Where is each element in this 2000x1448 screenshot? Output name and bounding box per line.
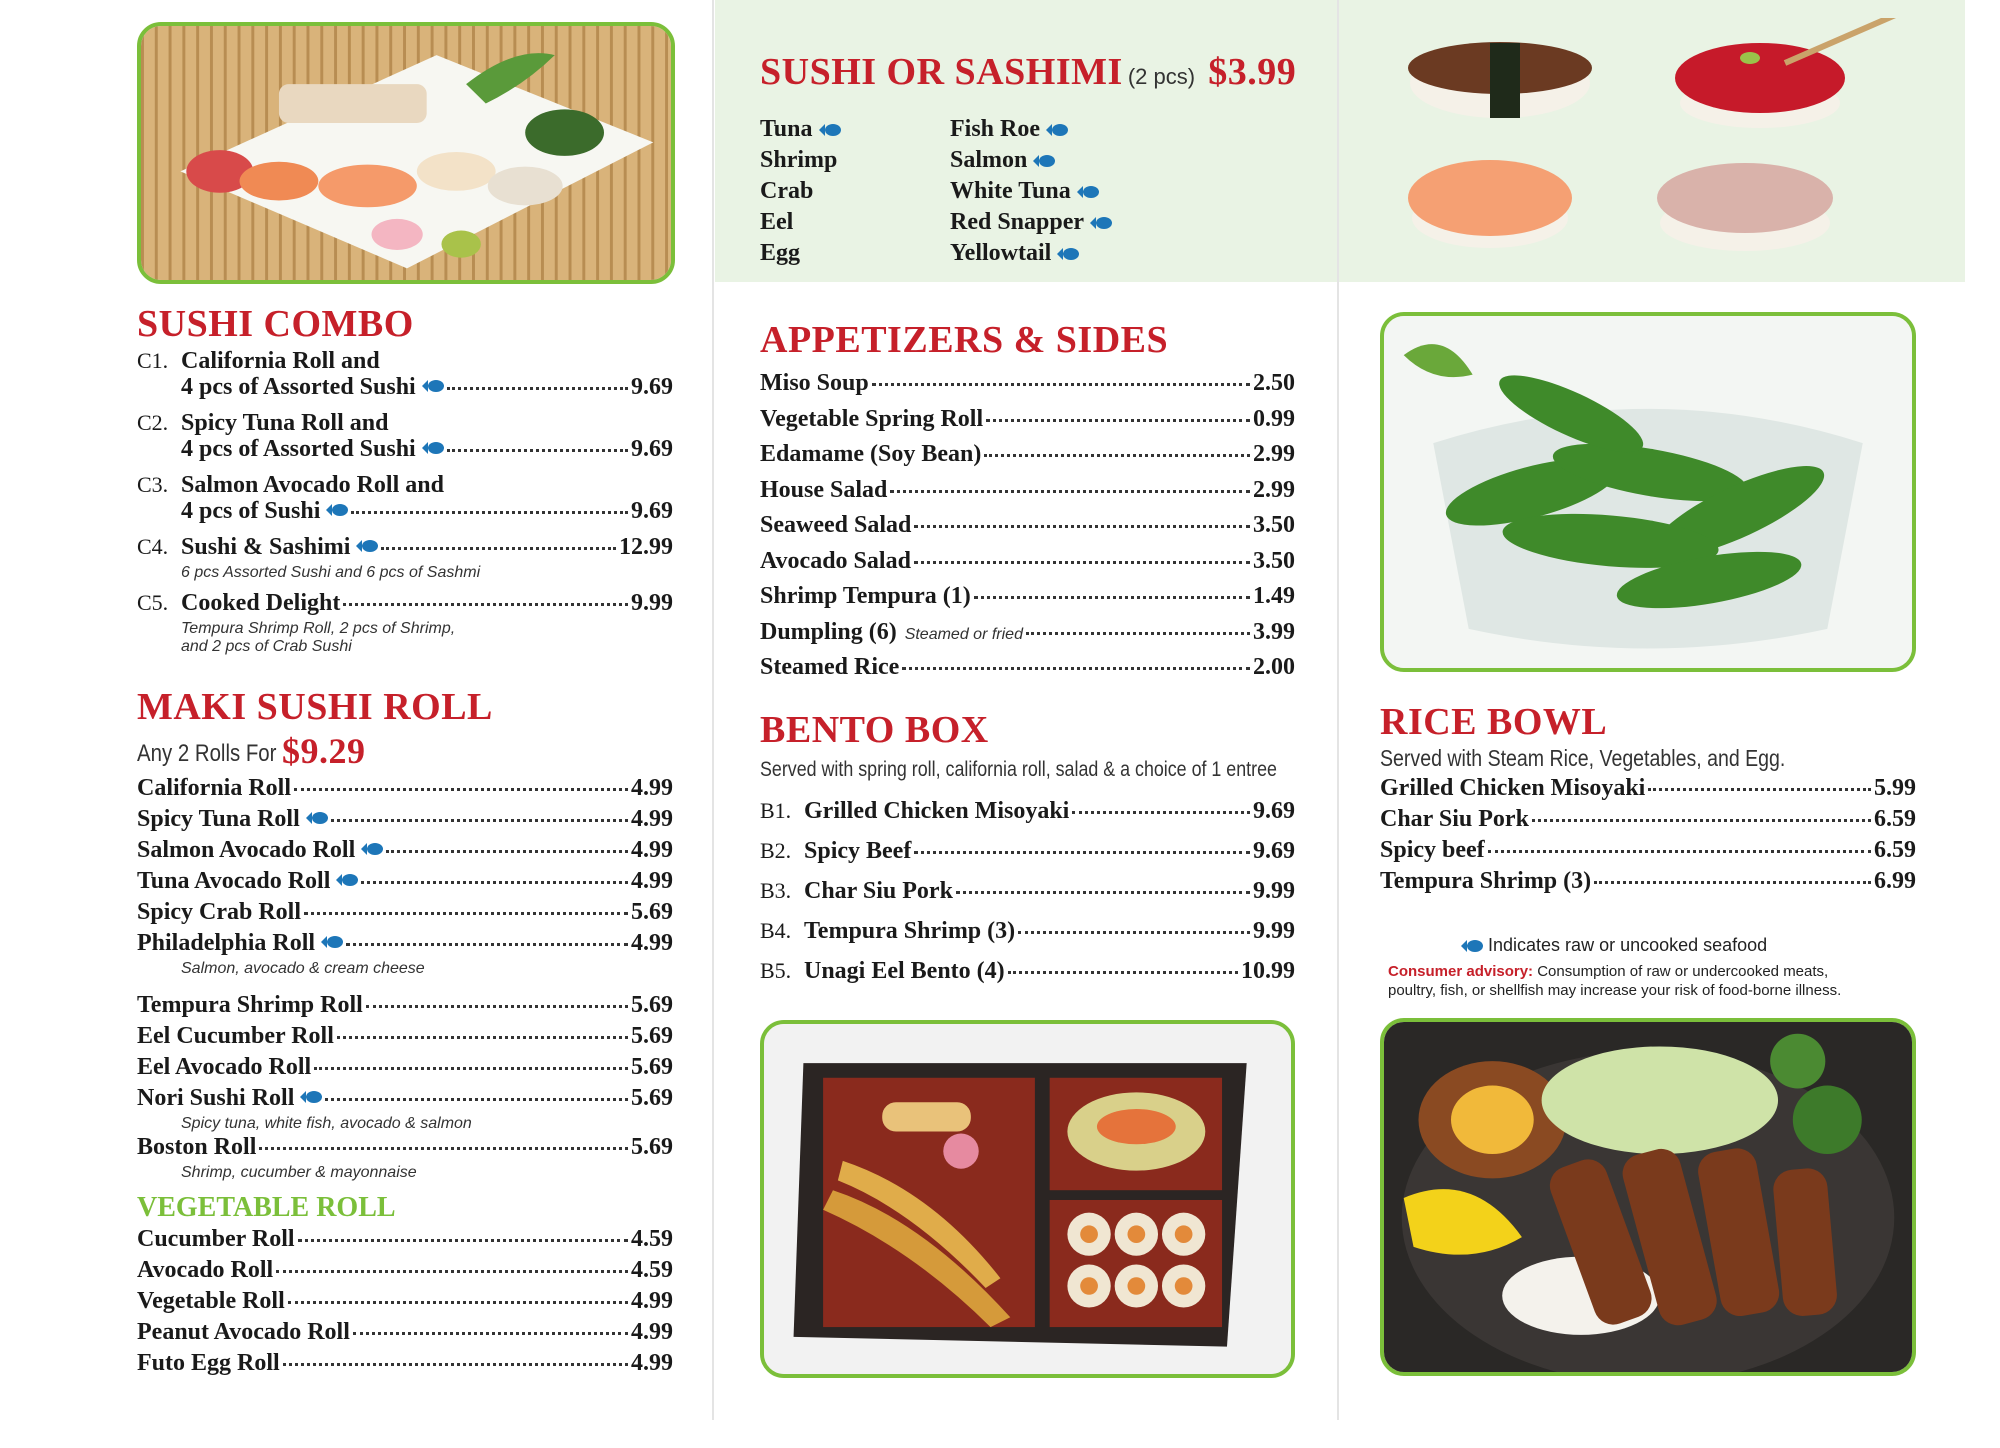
item-price: 5.69 <box>631 1134 673 1160</box>
sashimi-item <box>950 209 1112 236</box>
fish-icon <box>336 872 358 888</box>
sashimi-item <box>760 147 837 174</box>
item-name: Edamame (Soy Bean) <box>760 441 982 467</box>
item-code: C4. <box>137 534 169 559</box>
item-price: 9.99 <box>1253 918 1295 944</box>
fish-icon <box>1077 184 1099 200</box>
menu-item-row <box>760 583 1295 610</box>
item-price: 1.49 <box>1253 583 1295 609</box>
item-name: Boston Roll <box>137 1134 257 1160</box>
item-name: 4 pcs of Assorted Sushi <box>181 374 416 400</box>
menu-item-row <box>760 878 1295 905</box>
menu-item-row <box>760 619 1295 646</box>
item-name: California Roll <box>137 775 291 801</box>
item-name: Miso Soup <box>760 370 869 396</box>
menu-item-row <box>760 441 1295 468</box>
item-name: Grilled Chicken Misoyaki <box>1380 775 1646 801</box>
item-name: Unagi Eel Bento (4) <box>804 958 1005 984</box>
menu-item-row <box>137 1023 673 1050</box>
dot-leader <box>314 1067 628 1070</box>
item-price: 4.99 <box>631 775 673 801</box>
item-name: Tempura Shrimp (3) <box>1380 868 1592 894</box>
item-price: 4.59 <box>631 1257 673 1283</box>
fish-icon <box>356 538 378 554</box>
item-price: 9.99 <box>1253 878 1295 904</box>
item-price: 6.99 <box>1874 868 1916 894</box>
menu-item-row <box>137 472 444 499</box>
item-description: 6 pcs Assorted Sushi and 6 pcs of Sashmi <box>181 564 481 581</box>
fish-icon <box>422 378 444 394</box>
sushi-platter-photo <box>137 22 675 284</box>
sashimi-name: Red Snapper <box>950 209 1085 235</box>
item-description: Spicy tuna, white fish, avocado & salmon <box>181 1115 472 1132</box>
item-price: 4.99 <box>631 837 673 863</box>
item-note: Steamed or fried <box>904 625 1023 643</box>
bento-title: BENTO BOX <box>760 709 989 751</box>
item-name-line1: Spicy Tuna Roll and <box>181 410 389 436</box>
item-name: Char Siu Pork <box>1380 806 1529 832</box>
fold-line <box>1337 0 1339 1420</box>
dot-leader <box>276 1270 628 1273</box>
item-name: Spicy Beef <box>804 838 912 864</box>
menu-item-row <box>137 1350 673 1377</box>
item-name-line1: California Roll and <box>181 348 380 374</box>
advisory-line2: poultry, fish, or shellfish may increase your risk of food-borne illness. <box>1388 982 1842 999</box>
menu-item-row <box>181 498 673 525</box>
item-code: C3. <box>137 472 169 497</box>
item-name: Avocado Salad <box>760 547 911 574</box>
dot-leader <box>890 490 1250 493</box>
fish-icon <box>321 934 343 950</box>
maki-title: MAKI SUSHI ROLL <box>137 686 493 728</box>
sashimi-item <box>950 147 1055 174</box>
dot-leader <box>381 547 616 550</box>
dot-leader <box>325 1098 628 1101</box>
bento-box-photo <box>760 1020 1295 1378</box>
item-price: 4.99 <box>631 930 673 956</box>
item-name: Cucumber Roll <box>137 1226 295 1252</box>
item-price: 2.99 <box>1253 441 1295 467</box>
fish-icon <box>306 810 328 826</box>
item-price: 0.99 <box>1253 405 1295 432</box>
item-price: 4.99 <box>631 1319 673 1345</box>
menu-item-row <box>760 958 1295 985</box>
item-name: Avocado Roll <box>137 1257 274 1283</box>
dot-leader <box>902 667 1250 670</box>
dot-leader <box>346 943 628 946</box>
item-name: Spicy beef <box>1380 837 1485 863</box>
item-code: B5. <box>760 958 792 983</box>
dot-leader <box>447 449 628 452</box>
sashimi-item <box>760 178 813 205</box>
item-code: B2. <box>760 838 792 863</box>
item-price: 4.59 <box>631 1226 673 1252</box>
dot-leader <box>1532 819 1871 822</box>
item-price: 2.50 <box>1253 370 1295 396</box>
menu-item-row <box>760 406 1295 433</box>
menu-item-row <box>137 1054 673 1081</box>
item-name: Tuna Avocado Roll <box>137 868 331 894</box>
dot-leader <box>1648 788 1871 791</box>
item-code: B4. <box>760 918 792 943</box>
fish-icon <box>422 440 444 456</box>
sashimi-item <box>950 240 1079 267</box>
item-name: Spicy Tuna Roll <box>137 806 300 832</box>
menu-item-row <box>181 436 673 463</box>
menu-item-row <box>1380 868 1916 895</box>
dot-leader <box>294 788 628 791</box>
item-price: 9.69 <box>1253 838 1295 864</box>
menu-item-row <box>137 590 673 617</box>
menu-item-row <box>137 348 380 375</box>
item-name: Eel Cucumber Roll <box>137 1023 334 1049</box>
menu-item-row <box>137 775 673 802</box>
item-price: 9.69 <box>631 436 673 462</box>
sashimi-name: Yellowtail <box>950 240 1052 266</box>
item-name: Shrimp Tempura (1) <box>760 583 971 609</box>
dot-leader <box>331 819 628 822</box>
dot-leader <box>1488 850 1871 853</box>
item-name: Vegetable Roll <box>137 1288 285 1314</box>
sashimi-name: Egg <box>760 240 801 266</box>
dot-leader <box>986 419 1250 422</box>
item-name: Nori Sushi Roll <box>137 1085 295 1111</box>
maki-promo-price: $9.29 <box>282 731 366 771</box>
item-name: Cooked Delight <box>181 590 341 616</box>
fish-icon <box>361 841 383 857</box>
sashimi-item <box>950 116 1068 143</box>
dot-leader <box>1072 811 1250 814</box>
dot-leader <box>288 1301 628 1304</box>
menu-item-row <box>137 1257 673 1284</box>
rice-bowl-title: RICE BOWL <box>1380 701 1608 743</box>
dot-leader <box>914 561 1250 564</box>
item-price: 9.69 <box>631 374 673 400</box>
dot-leader <box>353 1332 628 1335</box>
dot-leader <box>1018 931 1250 934</box>
item-price: 10.99 <box>1241 958 1295 984</box>
fish-icon <box>326 502 348 518</box>
item-name: Futo Egg Roll <box>137 1350 280 1376</box>
dot-leader <box>304 912 628 915</box>
item-price: 5.69 <box>631 1085 673 1111</box>
menu-item-row <box>137 1226 673 1253</box>
menu-item-row <box>760 654 1295 681</box>
item-name: Peanut Avocado Roll <box>137 1319 350 1345</box>
item-name: Vegetable Spring Roll <box>760 405 984 432</box>
item-code: B1. <box>760 798 792 823</box>
menu-item-row <box>137 930 673 957</box>
item-price: 5.69 <box>631 899 673 925</box>
menu-item-row <box>137 1085 673 1112</box>
sashimi-name: White Tuna <box>950 178 1071 204</box>
dot-leader <box>872 383 1250 386</box>
item-price: 6.59 <box>1874 806 1916 832</box>
item-price: 4.99 <box>631 806 673 832</box>
menu-item-row <box>137 806 673 833</box>
fish-icon <box>1033 153 1055 169</box>
item-name: Grilled Chicken Misoyaki <box>804 798 1070 824</box>
item-description: Shrimp, cucumber & mayonnaise <box>181 1164 417 1181</box>
item-code: C5. <box>137 590 169 615</box>
sashimi-item <box>760 209 793 236</box>
advisory-line1: Consumption of raw or undercooked meats, <box>1537 963 1829 980</box>
fish-icon <box>819 122 841 138</box>
edamame-photo <box>1380 312 1916 672</box>
menu-item-row <box>181 374 673 401</box>
menu-item-row <box>137 1319 673 1346</box>
dot-leader <box>366 1005 628 1008</box>
item-price: 4.99 <box>631 868 673 894</box>
dot-leader <box>1008 971 1238 974</box>
item-price: 6.59 <box>1874 837 1916 863</box>
item-price: 5.99 <box>1874 775 1916 801</box>
menu-item-row <box>760 512 1295 539</box>
dot-leader <box>956 891 1250 894</box>
item-price: 3.50 <box>1253 512 1295 538</box>
item-name: Tempura Shrimp Roll <box>137 992 363 1018</box>
item-price: 9.69 <box>1253 798 1295 824</box>
sashimi-pcs: (2 pcs) <box>1127 64 1196 89</box>
item-price: 5.69 <box>631 1023 673 1049</box>
dot-leader <box>386 850 628 853</box>
menu-item-row <box>760 798 1295 825</box>
item-name: Salmon Avocado Roll <box>137 837 356 863</box>
sashimi-title: SUSHI OR SASHIMI <box>760 51 1123 93</box>
item-description: Salmon, avocado & cream cheese <box>181 960 425 977</box>
sashimi-item <box>950 178 1099 205</box>
menu-item-row <box>760 918 1295 945</box>
dot-leader <box>914 851 1250 854</box>
menu-item-row <box>760 370 1295 397</box>
item-name: Dumpling (6) <box>760 618 897 645</box>
item-price: 5.69 <box>631 1054 673 1080</box>
sashimi-name: Crab <box>760 178 814 204</box>
menu-item-row <box>137 1134 673 1161</box>
item-code: C2. <box>137 410 169 435</box>
advisory-label: Consumer advisory: <box>1388 963 1534 980</box>
menu-item-row <box>137 410 388 437</box>
menu-item-row <box>760 838 1295 865</box>
dot-leader <box>351 511 628 514</box>
item-name: Seaweed Salad <box>760 512 912 538</box>
menu-item-row <box>1380 775 1916 802</box>
item-price: 5.69 <box>631 992 673 1018</box>
item-name: Char Siu Pork <box>804 878 953 904</box>
item-name: Steamed Rice <box>760 654 900 680</box>
fish-icon <box>1461 938 1483 954</box>
dot-leader <box>337 1036 628 1039</box>
nigiri-photo <box>1390 18 1950 278</box>
item-price: 9.99 <box>631 590 673 616</box>
menu-item-row <box>137 534 673 561</box>
dot-leader <box>343 603 628 606</box>
dot-leader <box>984 454 1250 457</box>
menu-item-row <box>137 992 673 1019</box>
rice-bowl-photo <box>1380 1018 1916 1376</box>
sashimi-name: Eel <box>760 209 794 235</box>
sashimi-name: Fish Roe <box>950 116 1040 142</box>
vegetable-roll-title: VEGETABLE ROLL <box>137 1192 396 1223</box>
menu-item-row <box>760 477 1295 504</box>
sashimi-price: $3.99 <box>1208 51 1297 93</box>
appetizers-title: APPETIZERS & SIDES <box>760 319 1169 361</box>
item-code: C1. <box>137 348 169 373</box>
item-price: 3.50 <box>1253 547 1295 574</box>
item-price: 3.99 <box>1253 618 1295 645</box>
item-description: Tempura Shrimp Roll, 2 pcs of Shrimp, <box>181 620 456 637</box>
menu-item-row <box>137 1288 673 1315</box>
dot-leader <box>361 881 628 884</box>
sushi-combo-title: SUSHI COMBO <box>137 303 414 345</box>
item-name: Eel Avocado Roll <box>137 1054 312 1080</box>
fish-icon <box>1057 246 1079 262</box>
dot-leader <box>283 1363 628 1366</box>
fish-icon <box>1090 215 1112 231</box>
item-price: 9.69 <box>631 498 673 524</box>
item-name-line1: Salmon Avocado Roll and <box>181 472 444 498</box>
sashimi-item <box>760 240 800 267</box>
dot-leader <box>447 387 628 390</box>
consumer-advisory <box>1388 962 1841 1000</box>
maki-promo-label: Any 2 Rolls For <box>137 740 277 767</box>
sashimi-header <box>760 50 1296 94</box>
dot-leader <box>298 1239 628 1242</box>
dot-leader <box>259 1147 628 1150</box>
rice-bowl-subtitle: Served with Steam Rice, Vegetables, and Egg. <box>1380 745 1786 771</box>
sashimi-name: Tuna <box>760 116 813 142</box>
item-name: 4 pcs of Sushi <box>181 498 321 524</box>
sashimi-name: Salmon <box>950 147 1028 173</box>
bento-subtitle: Served with spring roll, california roll, salad & a choice of 1 entree <box>760 758 1277 781</box>
item-name: Sushi & Sashimi <box>181 534 351 560</box>
item-code: B3. <box>760 878 792 903</box>
item-price: 4.99 <box>631 1350 673 1376</box>
item-name: Spicy Crab Roll <box>137 899 302 925</box>
item-name: Tempura Shrimp (3) <box>804 918 1016 944</box>
fish-icon <box>1046 122 1068 138</box>
menu-item-row <box>1380 806 1916 833</box>
dot-leader <box>974 596 1250 599</box>
item-name: 4 pcs of Assorted Sushi <box>181 436 416 462</box>
fold-line <box>712 0 714 1420</box>
raw-legend-text: Indicates raw or uncooked seafood <box>1488 935 1768 955</box>
raw-legend <box>1455 935 1767 956</box>
item-description: and 2 pcs of Crab Sushi <box>181 638 352 655</box>
dot-leader <box>1594 881 1871 884</box>
dot-leader <box>1026 632 1250 635</box>
fish-icon <box>300 1089 322 1105</box>
dot-leader <box>914 525 1250 528</box>
item-name: Philadelphia Roll <box>137 930 316 956</box>
sashimi-item <box>760 116 841 143</box>
sashimi-name: Shrimp <box>760 147 838 173</box>
item-price: 4.99 <box>631 1288 673 1314</box>
item-price: 12.99 <box>619 534 673 560</box>
menu-item-row <box>760 548 1295 575</box>
item-price: 2.00 <box>1253 654 1295 680</box>
menu-item-row <box>137 837 673 864</box>
menu-item-row <box>1380 837 1916 864</box>
menu-item-row <box>137 899 673 926</box>
item-name: House Salad <box>760 476 888 503</box>
item-price: 2.99 <box>1253 476 1295 503</box>
menu-item-row <box>137 868 673 895</box>
